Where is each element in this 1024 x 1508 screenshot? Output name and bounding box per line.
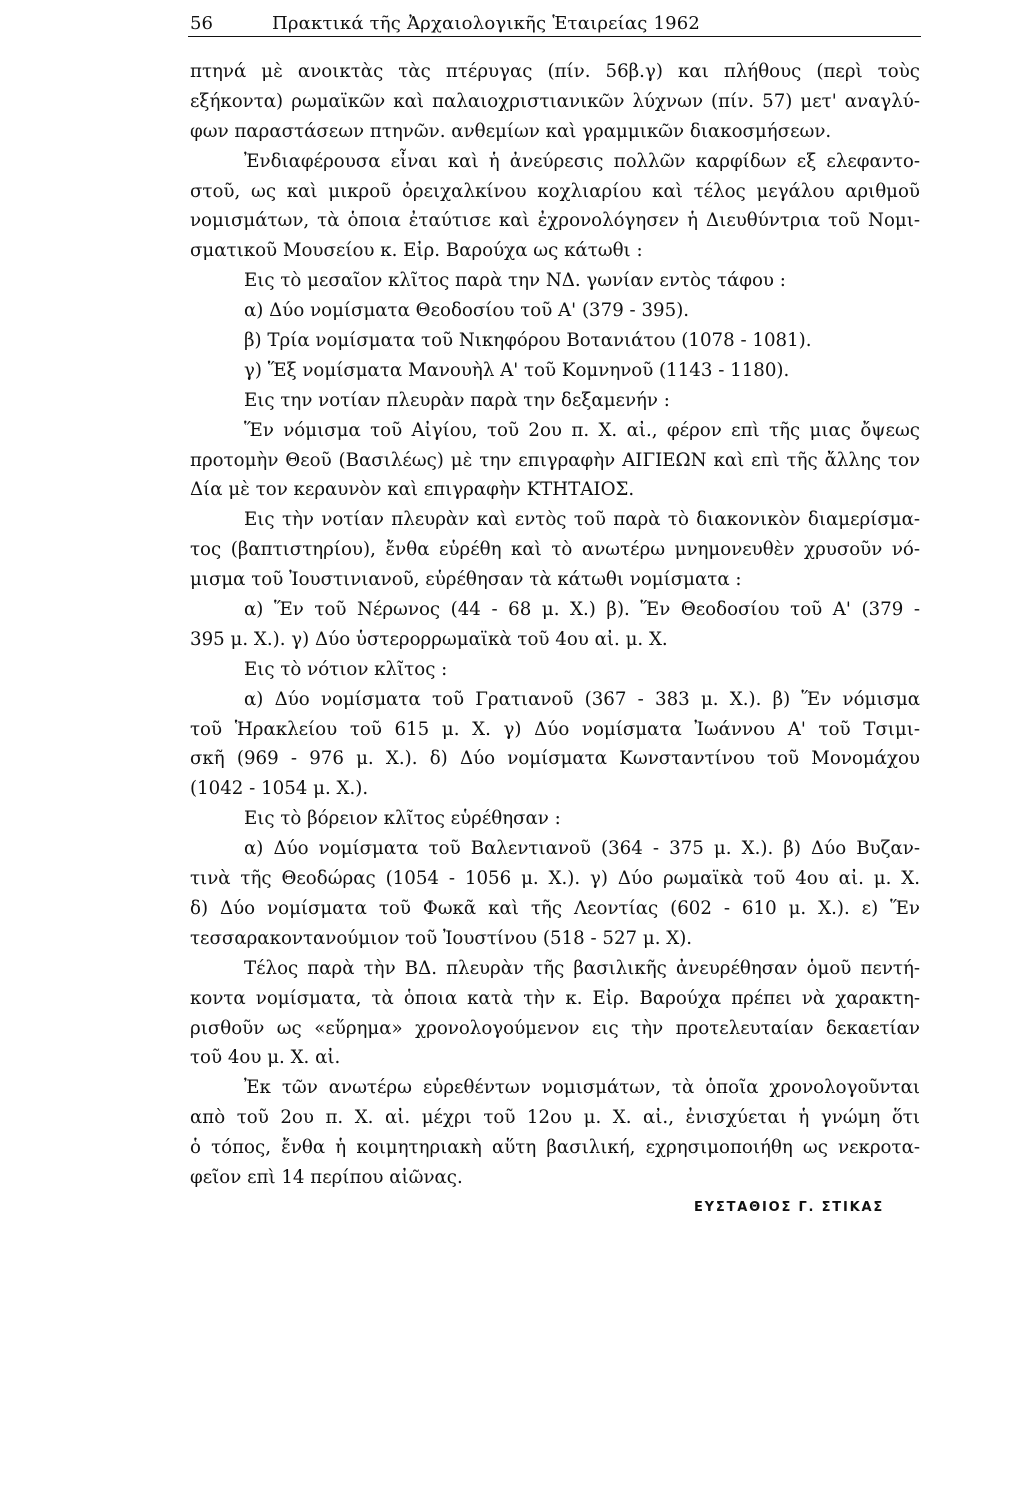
text-line: β) Τρία νομίσματα τοῦ Νικηφόρου Βοτανιάτου (1078 - 1081). — [244, 330, 812, 352]
text-line: φεῖον επὶ 14 περίπου αἰῶνας. — [190, 1166, 463, 1188]
text-line: Δία μὲ τον κεραυνὸν καὶ επιγραφὴν ΚΤΗΤΑΙΟΣ. — [190, 479, 635, 501]
text-line: α) Δύο νομίσματα τοῦ Βαλεντιανοῦ (364 - 375 μ. Χ.). β) Δύο Βυζαν- — [244, 838, 920, 860]
text-line: Ἐνδιαφέρουσα εἶναι καὶ ἡ ἀνεύρεσις πολλῶν καρφίδων εξ ελεφαντο- — [244, 150, 920, 172]
text-line: Ἕν νόμισμα τοῦ Αἰγίου, τοῦ 2ου π. Χ. αἰ., φέρον επὶ τῆς μιας ὄψεως — [244, 419, 920, 441]
text-line: Ἐκ τῶν ανωτέρω εὑρεθέντων νομισμάτων, τὰ ὁποῖα χρονολογοῦνται — [244, 1077, 920, 1099]
text-line: τεσσαρακοντανούμιον τοῦ Ἰουστίνου (518 - 527 μ. Χ). — [190, 927, 693, 949]
text-line: ρισθοῦν ως «εὕρημα» χρονολογούμενον εις τὴν προτελευταίαν δεκαετίαν — [190, 1017, 920, 1039]
text-line: εξήκοντα) ρωμαϊκῶν καὶ παλαιοχριστιανικῶν λύχνων (πίν. 57) μετ' αναγλύ- — [190, 90, 920, 112]
header-rule — [188, 36, 921, 37]
author-signature: ΕΥΣΤΑΘΙΟΣ Γ. ΣΤΙΚΑΣ — [694, 1199, 884, 1215]
text-line: σματικοῦ Μουσείου κ. Εἰρ. Βαρούχα ως κάτωθι : — [190, 240, 643, 262]
text-line: τοῦ 4ου μ. Χ. αἰ. — [190, 1047, 341, 1069]
text-line: τος (βαπτιστηρίου), ἔνθα εὑρέθη καὶ τὸ ανωτέρω μνημονευθὲν χρυσοῦν νό- — [190, 539, 920, 561]
text-line: μισμα τοῦ Ἰουστινιανοῦ, εὑρέθησαν τὰ κάτωθι νομίσματα : — [190, 569, 742, 591]
text-line: φων παραστάσεων πτηνῶν. ανθεμίων καὶ γραμμικῶν διακοσμήσεων. — [190, 120, 832, 142]
text-line: (1042 - 1054 μ. Χ.). — [190, 778, 369, 800]
text-line: γ) Ἕξ νομίσματα Μανουὴλ Α' τοῦ Κομνηνοῦ (1143 - 1180). — [244, 359, 790, 381]
text-line: νομισμάτων, τὰ ὁποια ἐταύτισε καὶ ἐχρονολόγησεν ἡ Διευθύντρια τοῦ Νομι- — [190, 210, 920, 232]
text-line: Εις τὸ νότιον κλῖτος : — [244, 658, 448, 680]
text-line: α) Δύο νομίσματα Θεοδοσίου τοῦ Α' (379 - 395). — [244, 300, 690, 322]
body-text — [190, 57, 920, 1223]
text-line: απὸ τοῦ 2ου π. Χ. αἰ. μέχρι τοῦ 12ου μ. Χ. αἰ., ἐνισχύεται ἡ γνώμη ὅτι — [190, 1107, 920, 1129]
page-number: 56 — [190, 13, 213, 34]
text-line: προτομὴν Θεοῦ (Βασιλέως) μὲ την επιγραφὴν ΑΙΓΙΕΩΝ καὶ επὶ τῆς ἄλλης τον — [190, 449, 920, 471]
text-line: σκῆ (969 - 976 μ. Χ.). δ) Δύο νομίσματα Κωνσταντίνου τοῦ Μονομάχου — [190, 748, 920, 770]
text-line: 395 μ. Χ.). γ) Δύο ὑστερορρωμαϊκὰ τοῦ 4ου αἰ. μ. Χ. — [190, 628, 668, 650]
text-line: τοῦ Ἡρακλείου τοῦ 615 μ. Χ. γ) Δύο νομίσματα Ἰωάννου Α' τοῦ Τσιμι- — [190, 718, 920, 740]
text-line: α) Δύο νομίσματα τοῦ Γρατιανοῦ (367 - 383 μ. Χ.). β) Ἕν νόμισμα — [244, 688, 920, 710]
text-line: Εις τὸ μεσαῖον κλῖτος παρὰ την ΝΔ. γωνίαν εντὸς τάφου : — [244, 270, 786, 292]
text-line: πτηνά μὲ ανοικτὰς τὰς πτέρυγας (πίν. 56β.γ) και πλήθους (περὶ τοὺς — [190, 61, 920, 82]
text-line: Εις τὴν νοτίαν πλευρὰν καὶ εντὸς τοῦ παρὰ τὸ διακονικὸν διαμερίσμα- — [244, 509, 920, 531]
text-line: τινὰ τῆς Θεοδώρας (1054 - 1056 μ. Χ.). γ) Δύο ρωμαϊκὰ τοῦ 4ου αἰ. μ. Χ. — [190, 868, 920, 890]
text-line: Τέλος παρὰ τὴν ΒΔ. πλευρὰν τῆς βασιλικῆς ἀνευρέθησαν ὁμοῦ πεντή- — [244, 957, 920, 979]
running-title: Πρακτικά τῆς Ἀρχαιολογικῆς Ἑταιρείας 1962 — [272, 13, 701, 34]
text-line: στοῦ, ως καὶ μικροῦ ὀρειχαλκίνου κοχλιαρίου καὶ τέλος μεγάλου αριθμοῦ — [190, 180, 920, 202]
text-line: α) Ἕν τοῦ Νέρωνος (44 - 68 μ. Χ.) β). Ἕν Θεοδοσίου τοῦ Α' (379 - — [244, 599, 920, 621]
text-line: δ) Δύο νομίσματα τοῦ Φωκᾶ καὶ τῆς Λεοντίας (602 - 610 μ. Χ.). ε) Ἕν — [190, 897, 920, 919]
text-line: Εις τὸ βόρειον κλῖτος εὑρέθησαν : — [244, 808, 561, 830]
text-line: Εις την νοτίαν πλευρὰν παρὰ την δεξαμενήν : — [244, 389, 670, 411]
text-line: κοντα νομίσματα, τὰ ὁποια κατὰ τὴν κ. Εἰρ. Βαρούχα πρέπει νὰ χαρακτη- — [190, 987, 920, 1009]
text-line: ὁ τόπος, ἔνθα ἡ κοιμητηριακὴ αὕτη βασιλική, εχρησιμοποιήθη ως νεκροτα- — [190, 1137, 920, 1159]
